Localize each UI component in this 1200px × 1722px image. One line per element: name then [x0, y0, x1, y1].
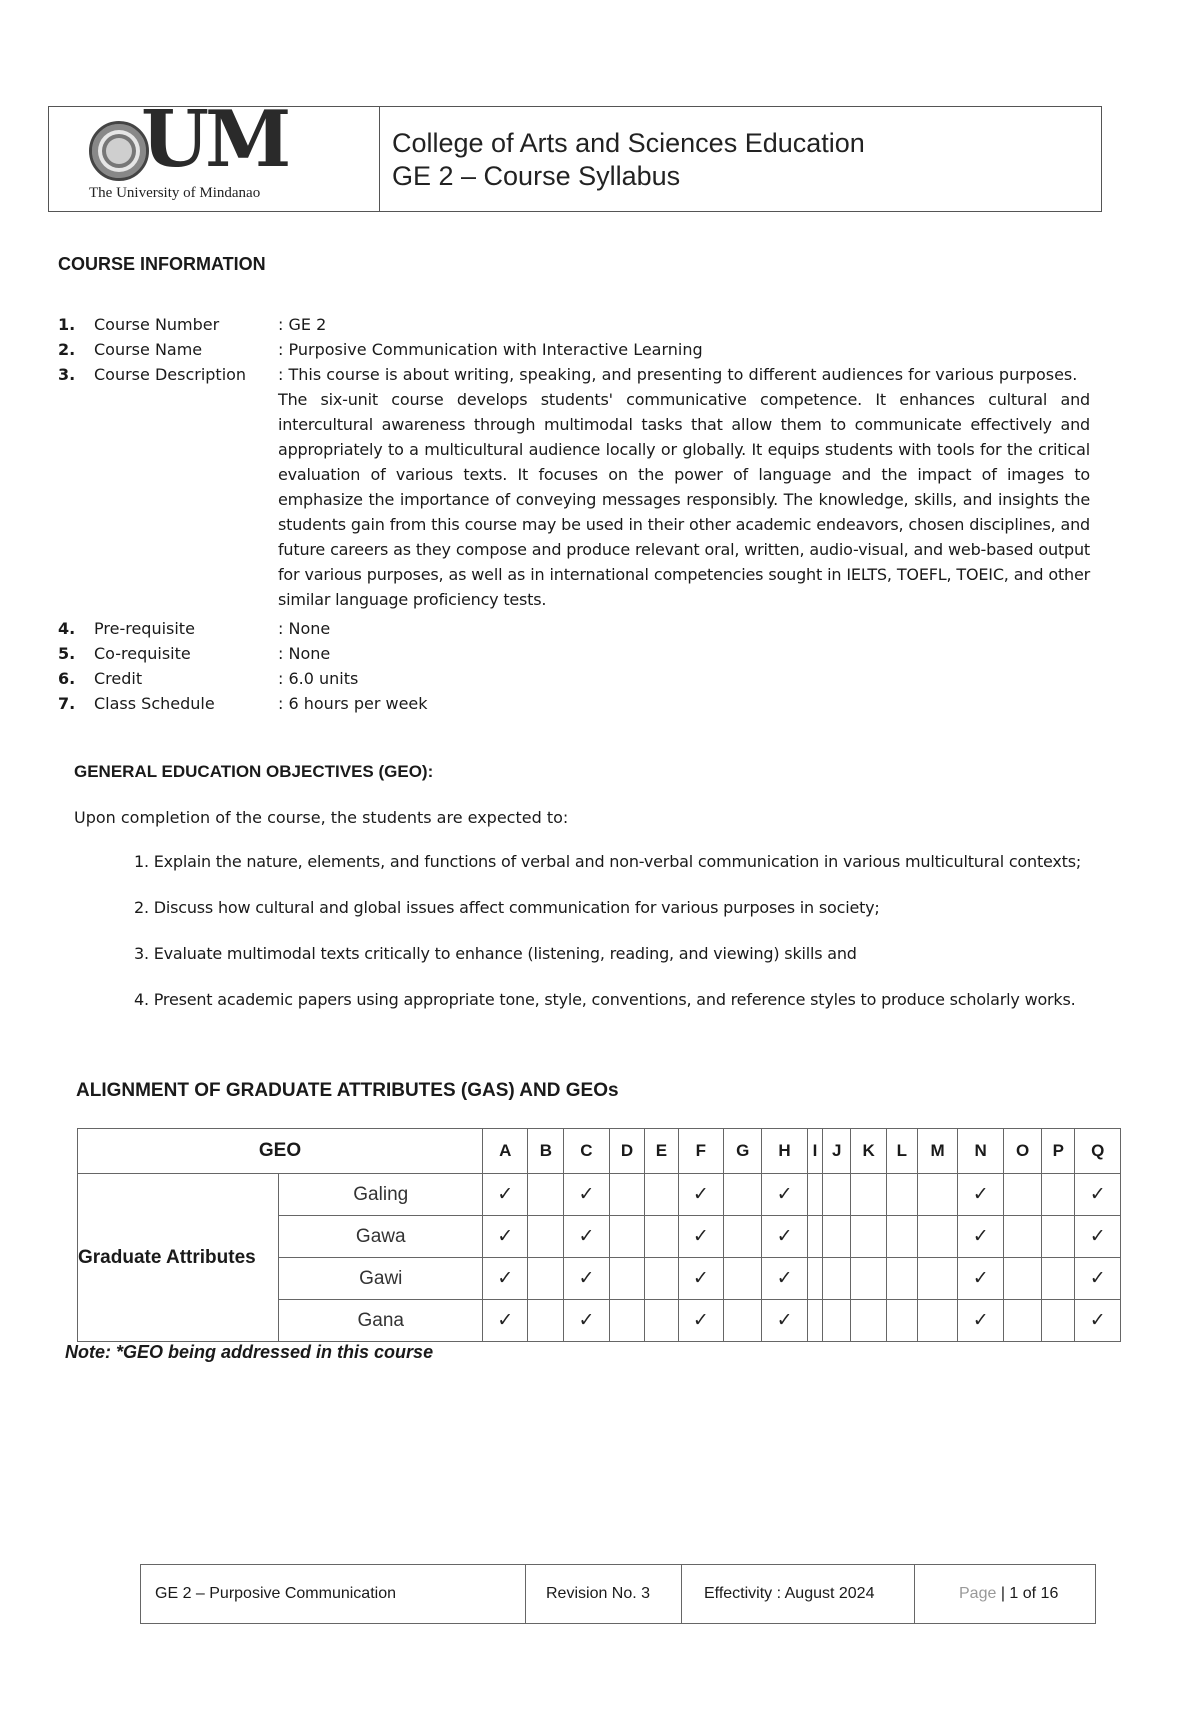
course-info-number: 5. — [58, 644, 76, 663]
attribute-name: Gana — [279, 1300, 483, 1342]
geo-intro: Upon completion of the course, the students are expected to: — [74, 808, 569, 827]
geo-column-m: M — [917, 1129, 958, 1174]
footer-page-word: Page — [959, 1585, 997, 1602]
university-seal-icon — [89, 121, 149, 181]
geo-item: 4. Present academic papers using appropriate tone, style, conventions, and reference styles to produce scholarly works. — [134, 990, 1076, 1009]
alignment-cell — [958, 1216, 1003, 1258]
alignment-cell — [528, 1300, 564, 1342]
geo-column-a: A — [483, 1129, 528, 1174]
check-mark-icon: ✓ — [578, 1184, 595, 1205]
alignment-cell — [958, 1174, 1003, 1216]
geo-heading: GENERAL EDUCATION OBJECTIVES (GEO): — [74, 762, 434, 781]
alignment-cell — [823, 1216, 851, 1258]
geo-column-e: E — [645, 1129, 678, 1174]
geo-column-j: J — [823, 1129, 851, 1174]
alignment-cell — [528, 1216, 564, 1258]
course-info-value: : 6.0 units — [278, 669, 359, 688]
alignment-cell — [807, 1216, 822, 1258]
alignment-cell — [958, 1300, 1003, 1342]
alignment-cell — [724, 1174, 762, 1216]
course-info-label: Pre-requisite — [94, 619, 195, 638]
check-mark-icon: ✓ — [578, 1226, 595, 1247]
table-header-row — [78, 1129, 1121, 1174]
course-info-value: : None — [278, 619, 331, 638]
alignment-cell — [887, 1216, 918, 1258]
check-mark-icon: ✓ — [692, 1226, 709, 1247]
check-mark-icon: ✓ — [972, 1184, 989, 1205]
alignment-cell — [609, 1216, 645, 1258]
check-mark-icon: ✓ — [692, 1310, 709, 1331]
alignment-cell — [645, 1216, 678, 1258]
check-mark-icon: ✓ — [1089, 1268, 1106, 1289]
course-info-value: : 6 hours per week — [278, 694, 428, 713]
alignment-cell — [1003, 1300, 1041, 1342]
alignment-cell — [823, 1258, 851, 1300]
alignment-cell — [958, 1258, 1003, 1300]
alignment-cell — [1042, 1258, 1075, 1300]
alignment-cell — [678, 1174, 723, 1216]
alignment-cell — [917, 1216, 958, 1258]
footer-effectivity: Effectivity : August 2024 — [682, 1565, 915, 1623]
geo-item: 3. Evaluate multimodal texts critically to enhance (listening, reading, and viewing) skills and — [134, 944, 857, 963]
page-footer — [140, 1564, 1096, 1624]
alignment-cell — [1075, 1174, 1121, 1216]
alignment-cell — [1042, 1300, 1075, 1342]
alignment-cell — [483, 1174, 528, 1216]
alignment-cell — [807, 1258, 822, 1300]
check-mark-icon: ✓ — [1089, 1184, 1106, 1205]
alignment-table-body — [78, 1174, 1121, 1342]
check-mark-icon: ✓ — [497, 1226, 514, 1247]
geo-column-header: GEO — [78, 1129, 483, 1174]
college-title: College of Arts and Sciences Education — [392, 128, 865, 158]
alignment-cell — [678, 1258, 723, 1300]
check-mark-icon: ✓ — [497, 1268, 514, 1289]
alignment-heading: ALIGNMENT OF GRADUATE ATTRIBUTES (GAS) AND GEOs — [76, 1080, 619, 1101]
alignment-cell — [483, 1258, 528, 1300]
alignment-cell — [823, 1174, 851, 1216]
course-info-label: Course Number — [94, 315, 220, 334]
check-mark-icon: ✓ — [1089, 1226, 1106, 1247]
course-info-value: : Purposive Communication with Interactive Learning — [278, 340, 703, 359]
course-info-value: : None — [278, 644, 331, 663]
course-info-label: Co-requisite — [94, 644, 191, 663]
geo-column-q: Q — [1075, 1129, 1121, 1174]
check-mark-icon: ✓ — [776, 1310, 793, 1331]
alignment-cell — [724, 1216, 762, 1258]
course-info-number: 1. — [58, 315, 76, 334]
course-info-number: 3. — [58, 365, 76, 384]
alignment-cell — [483, 1216, 528, 1258]
alignment-cell — [564, 1216, 609, 1258]
alignment-cell — [724, 1300, 762, 1342]
alignment-cell — [609, 1300, 645, 1342]
geo-column-h: H — [762, 1129, 807, 1174]
table-row — [78, 1174, 1121, 1216]
table-note: Note: *GEO being addressed in this course — [65, 1342, 434, 1362]
course-description-text: The six-unit course develops students' communicative competence. It enhances cultural and intercultural awareness through multimodal tasks that allow them to communicate effectively and appropriately to a multicultural audience locally or globally. It equips students with tools for the critical evaluation of various texts. It focuses on the power of language and the impact of images to emphasize the importance of conveying messages responsibly. The knowledge, skills, and insights the students gain from this course may be used in their other academic endeavors, chosen disciplines, and future careers as they compose and produce relevant oral, written, audio-visual, and web-based output for various purposes, as well as in international competencies sought in IELTS, TOEFL, TOEIC, and other similar language proficiency tests. — [278, 390, 1090, 609]
um-logo-mark: UM — [141, 94, 288, 185]
geo-column-n: N — [958, 1129, 1003, 1174]
alignment-cell — [483, 1300, 528, 1342]
geo-item: 2. Discuss how cultural and global issues affect communication for various purposes in society; — [134, 898, 880, 917]
alignment-cell — [887, 1174, 918, 1216]
geo-column-c: C — [564, 1129, 609, 1174]
alignment-cell — [564, 1258, 609, 1300]
course-info-label: Course Name — [94, 340, 203, 359]
alignment-cell — [1042, 1174, 1075, 1216]
check-mark-icon: ✓ — [692, 1268, 709, 1289]
alignment-cell — [678, 1300, 723, 1342]
course-info-label: Course Description — [94, 365, 247, 384]
geo-column-p: P — [1042, 1129, 1075, 1174]
header-title-block — [380, 107, 865, 211]
attribute-name: Gawi — [279, 1258, 483, 1300]
attribute-name: Galing — [279, 1174, 483, 1216]
geo-column-l: L — [887, 1129, 918, 1174]
check-mark-icon: ✓ — [972, 1268, 989, 1289]
check-mark-icon: ✓ — [776, 1226, 793, 1247]
course-info-label: Credit — [94, 669, 143, 688]
geo-column-d: D — [609, 1129, 645, 1174]
check-mark-icon: ✓ — [578, 1310, 595, 1331]
check-mark-icon: ✓ — [1089, 1310, 1106, 1331]
alignment-cell — [851, 1300, 887, 1342]
alignment-cell — [917, 1300, 958, 1342]
alignment-cell — [762, 1258, 807, 1300]
alignment-cell — [1003, 1258, 1041, 1300]
alignment-cell — [1003, 1216, 1041, 1258]
course-info-label: Class Schedule — [94, 694, 215, 713]
alignment-cell — [528, 1174, 564, 1216]
alignment-cell — [851, 1174, 887, 1216]
geo-column-k: K — [851, 1129, 887, 1174]
alignment-cell — [564, 1300, 609, 1342]
check-mark-icon: ✓ — [776, 1268, 793, 1289]
footer-page-count: 1 of 16 — [1009, 1585, 1059, 1602]
check-mark-icon: ✓ — [497, 1184, 514, 1205]
alignment-cell — [823, 1300, 851, 1342]
alignment-cell — [1042, 1216, 1075, 1258]
footer-course: GE 2 – Purposive Communication — [141, 1565, 526, 1623]
course-info-number: 4. — [58, 619, 76, 638]
geo-column-g: G — [724, 1129, 762, 1174]
alignment-cell — [1075, 1258, 1121, 1300]
university-logo — [49, 94, 380, 211]
geo-column-f: F — [678, 1129, 723, 1174]
attribute-name: Gawa — [279, 1216, 483, 1258]
alignment-table — [77, 1128, 1121, 1342]
university-name: The University of Mindanao — [89, 185, 261, 201]
alignment-cell — [645, 1258, 678, 1300]
alignment-cell — [851, 1258, 887, 1300]
course-info-number: 7. — [58, 694, 76, 713]
alignment-cell — [609, 1174, 645, 1216]
syllabus-title: GE 2 – Course Syllabus — [392, 161, 681, 191]
geo-column-i: I — [807, 1129, 822, 1174]
check-mark-icon: ✓ — [776, 1184, 793, 1205]
alignment-cell — [1075, 1300, 1121, 1342]
geo-item: 1. Explain the nature, elements, and functions of verbal and non-verbal communication in various multicultural contexts; — [134, 852, 1082, 871]
document-header — [48, 94, 1102, 212]
course-info-value: : This course is about writing, speaking, and presenting to different audiences for various purposes. — [278, 365, 1078, 384]
alignment-cell — [887, 1300, 918, 1342]
alignment-cell — [887, 1258, 918, 1300]
alignment-cell — [564, 1174, 609, 1216]
alignment-cell — [645, 1174, 678, 1216]
alignment-cell — [1003, 1174, 1041, 1216]
course-info-value: : GE 2 — [278, 315, 327, 334]
alignment-cell — [762, 1174, 807, 1216]
check-mark-icon: ✓ — [497, 1310, 514, 1331]
footer-revision: Revision No. 3 — [526, 1565, 682, 1623]
check-mark-icon: ✓ — [972, 1310, 989, 1331]
alignment-cell — [678, 1216, 723, 1258]
alignment-cell — [645, 1300, 678, 1342]
check-mark-icon: ✓ — [692, 1184, 709, 1205]
geo-column-b: B — [528, 1129, 564, 1174]
footer-page-number — [915, 1565, 1058, 1623]
alignment-cell — [917, 1258, 958, 1300]
graduate-attributes-label: Graduate Attributes — [78, 1174, 279, 1342]
footer-page-separator: | — [996, 1585, 1010, 1602]
check-mark-icon: ✓ — [972, 1226, 989, 1247]
geo-column-o: O — [1003, 1129, 1041, 1174]
course-info-heading: COURSE INFORMATION — [58, 254, 266, 274]
alignment-cell — [917, 1174, 958, 1216]
course-info-number: 6. — [58, 669, 76, 688]
alignment-cell — [609, 1258, 645, 1300]
alignment-cell — [851, 1216, 887, 1258]
course-info-number: 2. — [58, 340, 76, 359]
alignment-cell — [807, 1174, 822, 1216]
alignment-cell — [1075, 1216, 1121, 1258]
alignment-cell — [762, 1300, 807, 1342]
alignment-cell — [528, 1258, 564, 1300]
alignment-cell — [807, 1300, 822, 1342]
check-mark-icon: ✓ — [578, 1268, 595, 1289]
alignment-cell — [762, 1216, 807, 1258]
alignment-cell — [724, 1258, 762, 1300]
